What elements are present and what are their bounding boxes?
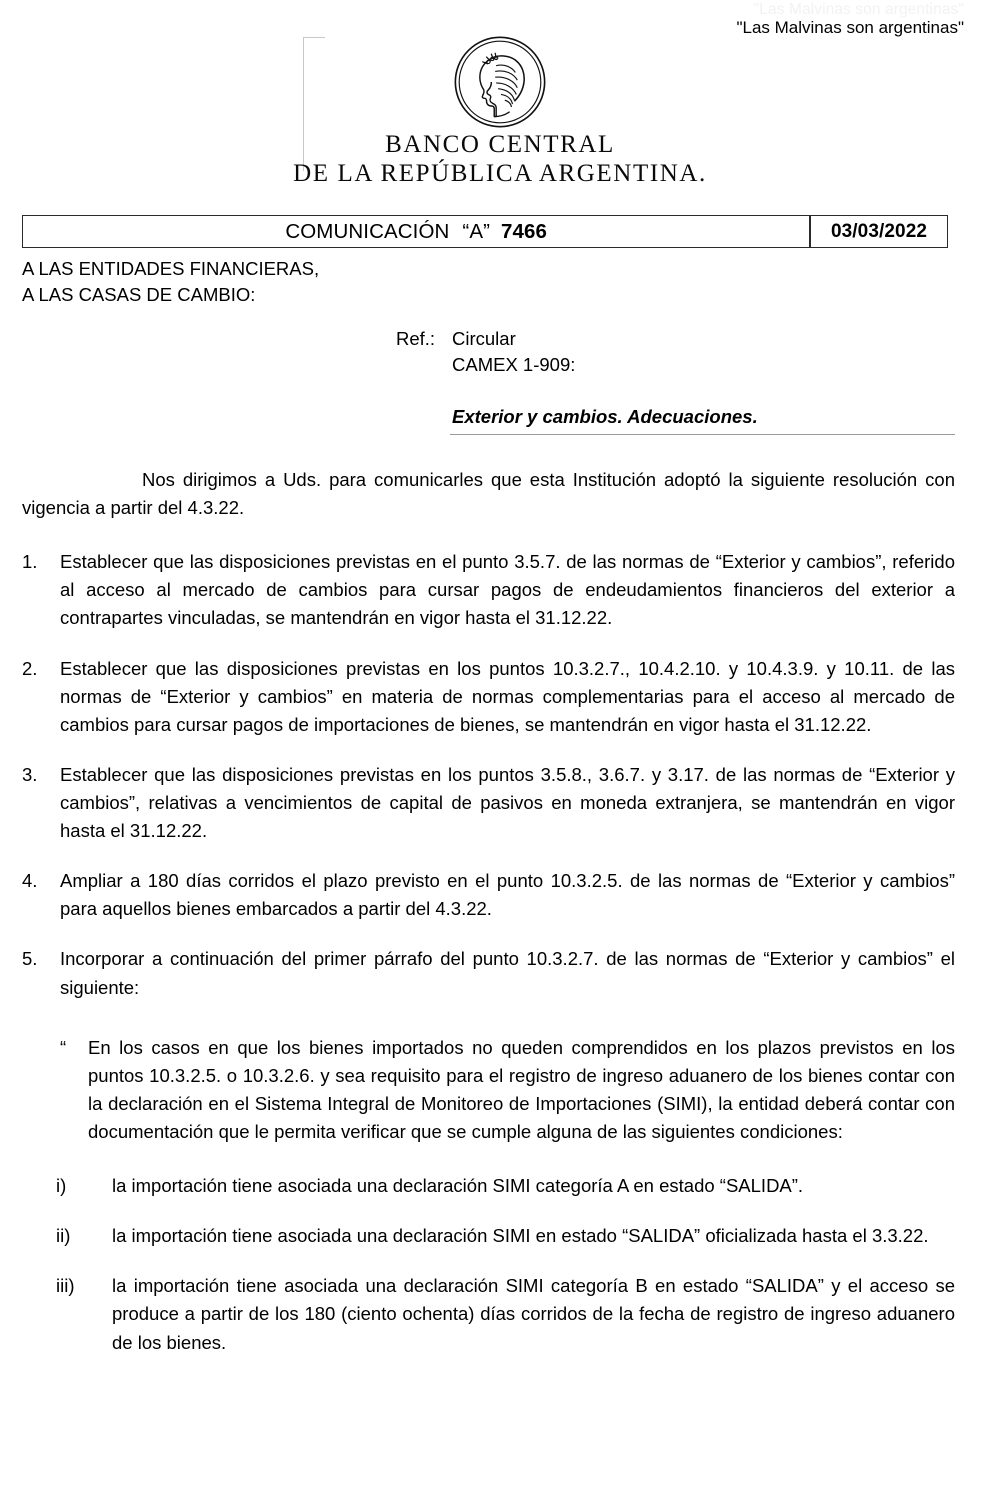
reference-subject: Exterior y cambios. Adecuaciones. bbox=[452, 405, 758, 427]
reference-value-line-2: CAMEX 1-909: bbox=[452, 354, 576, 376]
institution-line-2: DE LA REPÚBLICA ARGENTINA. bbox=[293, 160, 707, 187]
roman-numeral-list bbox=[56, 1172, 955, 1357]
intro-paragraph: Nos dirigimos a Uds. para comunicarles que esta Institución adoptó la siguiente resolución con vigencia a partir del 4.3.22. bbox=[22, 469, 955, 519]
list-item-text: la importación tiene asociada una declaración SIMI categoría A en estado “SALIDA”. bbox=[112, 1175, 804, 1197]
slogan-ghost-text: "Las Malvinas son argentinas" bbox=[753, 1, 964, 18]
quote-open-mark: “ bbox=[60, 1036, 67, 1058]
reference-row bbox=[396, 326, 758, 352]
list-item-marker: i) bbox=[56, 1175, 67, 1197]
malvinas-slogan: "Las Malvinas son argentinas" bbox=[736, 18, 964, 37]
bcra-liberty-coin-icon bbox=[452, 34, 548, 130]
list-item-text: Ampliar a 180 días corridos el plazo previsto en el punto 10.3.2.5. de las normas de “Exterior y cambios” para aquellos bienes embarcados a partir del 4.3.22. bbox=[60, 870, 955, 920]
communication-date: 03/03/2022 bbox=[830, 220, 928, 242]
list-item-text: Establecer que las disposiciones previstas en los puntos 3.5.8., 3.6.7. y 3.17. de las normas de “Exterior y cambios”, relativas a vencimientos de capital de pasivos en moneda extranjera, se mantendrán en vigor hasta el 31.12.22. bbox=[60, 763, 955, 842]
reference-value-line-1: Circular bbox=[452, 328, 516, 349]
list-item-text: Establecer que las disposiciones previstas en el punto 3.5.7. de las normas de “Exterior y cambios”, referido al acceso al mercado de cambios para cursar pagos de endeudamientos financieros del exterior a contrapartes vinculadas, se mantendrán en vigor hasta el 31.12.22. bbox=[60, 551, 955, 629]
reference-underline-rule bbox=[450, 434, 955, 435]
list-item bbox=[56, 1272, 955, 1356]
reference-label: Ref.: bbox=[396, 328, 436, 349]
quoted-insert-text: En los casos en que los bienes importados no queden comprendidos en los plazos previstos en los puntos 10.3.2.5. o 10.3.2.6. y sea requisito para el registro de ingreso aduanero de los bienes contar con la declaración en el Sistema Integral de Monitoreo de Importaciones (SIMI), la entidad deberá contar con documentación que le permita verificar que se cumple alguna de las siguientes condiciones: bbox=[88, 1036, 955, 1142]
addressee-line-2: A LAS CASAS DE CAMBIO: bbox=[22, 284, 256, 306]
list-item-marker: 4. bbox=[22, 870, 38, 892]
list-item-marker: 1. bbox=[22, 551, 38, 573]
list-item bbox=[22, 548, 955, 632]
list-item-marker: 5. bbox=[22, 948, 38, 970]
list-item-marker: ii) bbox=[56, 1225, 71, 1247]
list-item bbox=[56, 1172, 955, 1200]
quoted-insert-block bbox=[60, 1034, 955, 1146]
communication-title-cell bbox=[23, 216, 809, 247]
list-item bbox=[22, 945, 955, 1001]
bcra-letterhead bbox=[0, 34, 1000, 188]
list-item-marker: iii) bbox=[56, 1275, 75, 1297]
communication-number: 7466 bbox=[501, 219, 548, 243]
communication-series: “A” bbox=[462, 219, 491, 243]
communication-label: COMUNICACIÓN bbox=[285, 219, 450, 243]
reference-block bbox=[396, 326, 758, 430]
document-body bbox=[22, 466, 955, 1379]
addressees-block bbox=[22, 256, 319, 309]
list-item bbox=[22, 655, 955, 739]
list-item-text: Incorporar a continuación del primer párrafo del punto 10.3.2.7. de las normas de “Exterior y cambios” el siguiente: bbox=[60, 948, 955, 998]
institution-name bbox=[0, 130, 1000, 188]
addressee-line-1: A LAS ENTIDADES FINANCIERAS, bbox=[22, 258, 320, 279]
list-item bbox=[56, 1222, 955, 1250]
list-item bbox=[22, 761, 955, 845]
numbered-list bbox=[22, 548, 955, 1001]
list-item bbox=[22, 867, 955, 923]
institution-line-1: BANCO CENTRAL bbox=[385, 131, 615, 158]
list-item-marker: 2. bbox=[22, 657, 38, 679]
list-item-marker: 3. bbox=[22, 763, 38, 785]
communication-header-box bbox=[22, 215, 948, 248]
list-item-text: la importación tiene asociada una declaración SIMI en estado “SALIDA” oficializada hasta el 3.3.22. bbox=[112, 1225, 929, 1247]
list-item-text: la importación tiene asociada una declaración SIMI categoría B en estado “SALIDA” y el acceso se produce a partir de los 180 (ciento ochenta) días corridos de la fecha de registro de ingreso aduanero de los bienes. bbox=[112, 1275, 955, 1353]
list-item-text: Establecer que las disposiciones previstas en los puntos 10.3.2.7., 10.4.2.10. y 10.4.3.9. y 10.11. de las normas de “Exterior y cambios” en materia de normas complementarias para el acceso al mercado de cambios para cursar pagos de importaciones de bienes, se mantendrán en vigor hasta el 31.12.22. bbox=[60, 657, 955, 735]
